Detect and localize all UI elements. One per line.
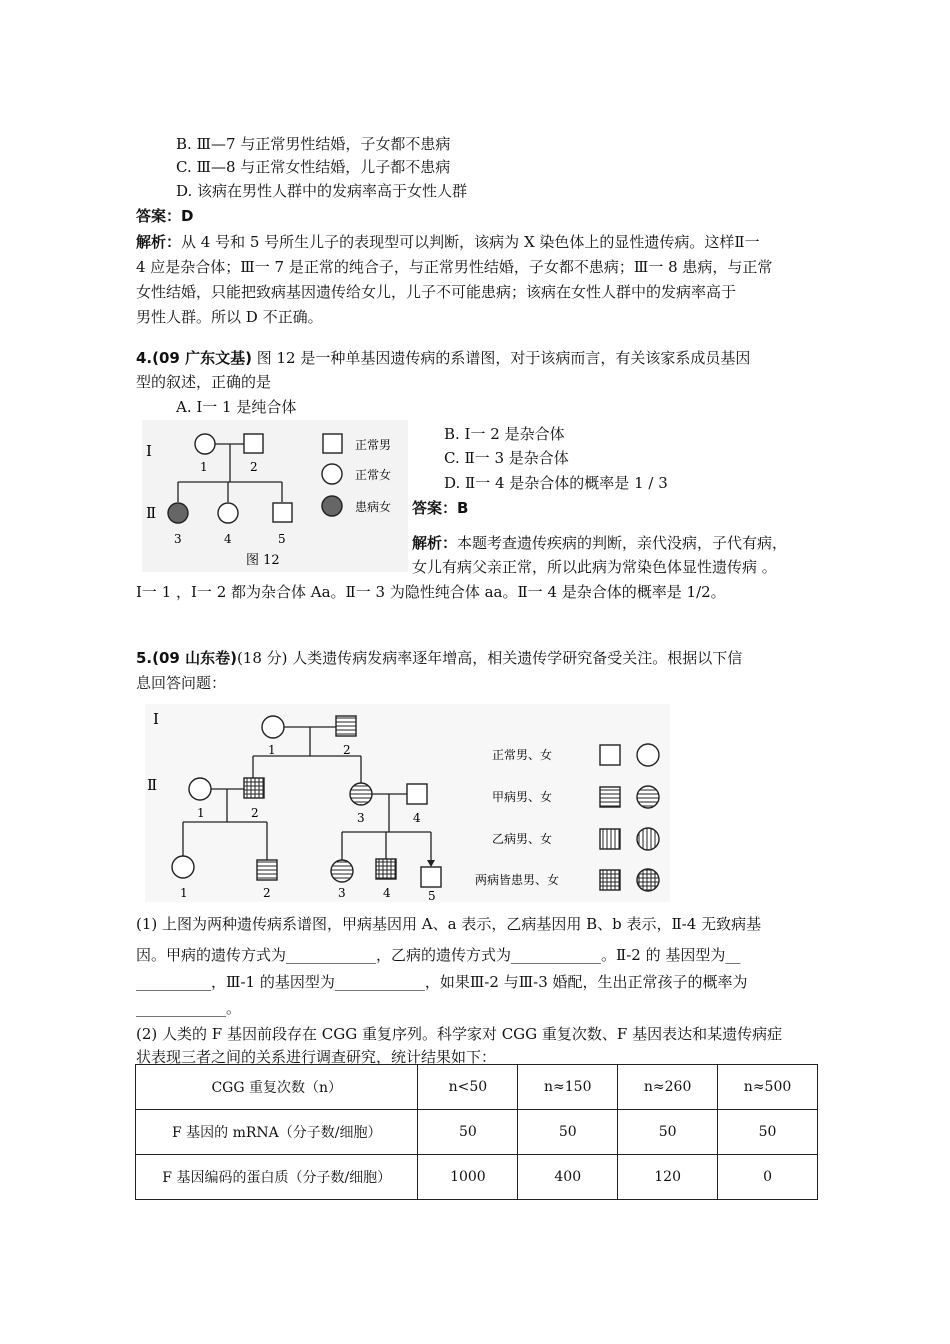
table-header-row: [136, 1065, 818, 1110]
num-III-2: 2: [263, 886, 271, 900]
q3-analysis-line: 男性人群。所以 D 不正确。: [136, 308, 323, 326]
II-4-normal-female: [218, 503, 238, 523]
num-III-4: 4: [383, 886, 391, 900]
table-cell: F 基因的 mRNA（分子数/细胞）: [136, 1110, 418, 1155]
legend-normal-female-icon: [637, 744, 659, 766]
I-2-normal-male: [244, 434, 263, 453]
q5-part1-line: ____________。: [136, 999, 242, 1017]
legend-both: 两病皆患男、女: [475, 873, 560, 887]
table-header-cell: n≈260: [618, 1065, 718, 1110]
legend-both-male-icon: [600, 870, 620, 890]
table-header-cell: n≈150: [518, 1065, 618, 1110]
II-3-affected-female: [168, 503, 188, 523]
II-4-normal-male: [407, 784, 427, 804]
q4-option-d: D. Ⅱ一 4 是杂合体的概率是 1 / 3: [444, 474, 668, 492]
q4-analysis-line: 女儿有病父亲正常，所以此病为常染色体显性遗传病 。: [412, 558, 777, 576]
II-3-disease-a-female: [350, 783, 372, 805]
II-2-both-diseases-male: [244, 778, 264, 798]
legend-normal: 正常男、女: [492, 748, 553, 762]
q4-source: 4.(09 广东文基): [136, 349, 252, 367]
num-II-3: 3: [174, 532, 182, 546]
q5-part2-line: (2) 人类的 F 基因前段存在 CGG 重复序列。科学家对 CGG 重复次数、F 基因表达和某遗传病症: [136, 1025, 783, 1043]
q4-option-a: A. Ⅰ一 1 是纯合体: [176, 398, 297, 416]
table-row: [136, 1155, 818, 1200]
table-cell: 0: [718, 1155, 818, 1200]
num-II-4: 4: [413, 811, 421, 825]
num-I-2: 2: [343, 743, 351, 757]
legend-normal-male-icon: [323, 434, 342, 453]
legend-disease-b: 乙病男、女: [492, 832, 553, 846]
answer-value: B: [457, 499, 469, 517]
num-III-3: 3: [338, 886, 346, 900]
q3-answer: [136, 206, 193, 226]
answer-label: 答案：: [412, 499, 458, 517]
figure-12-pedigree: [142, 420, 408, 572]
q5-pedigree-figure: [145, 704, 670, 902]
legend-both-female-icon: [637, 869, 659, 891]
table-header-cell: CGG 重复次数（n）: [136, 1065, 418, 1110]
q5-part1-line: (1) 上图为两种遗传病系谱图，甲病基因用 A、a 表示，乙病基因用 B、b 表示，Ⅱ-4 无致病基: [136, 915, 762, 933]
table-cell: 50: [718, 1110, 818, 1155]
gen-label-I: Ⅰ: [146, 442, 152, 460]
I-2-disease-a-male: [336, 716, 356, 736]
III-3-disease-a-female: [331, 860, 353, 882]
q4-analysis-line: Ⅰ一 1 ，Ⅰ一 2 都为杂合体 Aa。Ⅱ一 3 为隐性纯合体 aa。Ⅱ一 4 是杂合体的概率是 1/2。: [136, 583, 726, 601]
figure-caption: 图 12: [246, 553, 280, 568]
table-cell: 50: [518, 1110, 618, 1155]
table-cell: 1000: [418, 1155, 518, 1200]
III-4-both-diseases-male: [376, 859, 396, 879]
answer-label: 答案：: [136, 207, 182, 225]
q4-stem: 4.(09 广东文基) 图 12 是一种单基因遗传病的系谱图，对于该病而言，有关该家系成员基因: [136, 349, 751, 367]
q4-option-c: C. Ⅱ一 3 是杂合体: [444, 449, 569, 467]
num-II-5: 5: [278, 532, 286, 546]
num-II-3: 3: [357, 811, 365, 825]
legend-normal-male-icon: [600, 745, 620, 765]
table-header-cell: n≈500: [718, 1065, 818, 1110]
gen-label-II: Ⅱ: [147, 776, 158, 794]
analysis-label: 解析：: [136, 233, 182, 251]
q5-stem-line2: 息回答问题：: [136, 674, 227, 692]
q5-stem: 5.(09 山东卷)(18 分) 人类遗传病发病率逐年增高，相关遗传学研究备受关注。根据以下信: [136, 649, 743, 667]
II-5-normal-male: [273, 503, 292, 522]
legend-disease-a-male-icon: [600, 787, 620, 807]
q4-option-b: B. Ⅰ一 2 是杂合体: [444, 425, 565, 443]
num-III-5: 5: [428, 889, 436, 902]
III-2-disease-a-male: [257, 860, 277, 880]
table-header-cell: n<50: [418, 1065, 518, 1110]
q4-answer: [412, 498, 468, 518]
q4-analysis-line: 解析：本题考查遗传疾病的判断，亲代没病，子代有病，: [412, 534, 788, 552]
II-1-normal-female: [189, 778, 211, 800]
q5-source: 5.(09 山东卷): [136, 649, 237, 667]
table-cell: 120: [618, 1155, 718, 1200]
answer-value: D: [181, 207, 194, 225]
q3-option-d: D. 该病在男性人群中的发病率高于女性人群: [176, 182, 468, 200]
q3-analysis-line: 4 应是杂合体；Ⅲ一 7 是正常的纯合子，与正常男性结婚，子女都不患病；Ⅲ一 8 患病，与正常: [136, 258, 773, 276]
q4-stem-line2: 型的叙述，正确的是: [136, 373, 272, 391]
num-II-2: 2: [251, 806, 259, 820]
num-I-1: 1: [200, 460, 208, 474]
num-II-4: 4: [224, 532, 232, 546]
q3-analysis-line: 解析：从 4 号和 5 号所生儿子的表现型可以判断，该病为 X 染色体上的显性遗传病。这样Ⅱ一: [136, 233, 760, 251]
legend-disease-b-male-icon: [600, 829, 620, 849]
cgg-results-table: [135, 1064, 818, 1200]
table-cell: 400: [518, 1155, 618, 1200]
q3-option-b: B. Ⅲ—7 与正常男性结婚，子女都不患病: [176, 135, 451, 153]
q5-part1-line: 因。甲病的遗传方式为____________，乙病的遗传方式为____________。Ⅱ-2 的 基因型为__: [136, 946, 741, 964]
q5-part2-line: 状表现三者之间的关系进行调查研究，统计结果如下：: [136, 1048, 497, 1066]
legend-disease-a: 甲病男、女: [492, 790, 553, 804]
legend-normal-female: 正常女: [355, 468, 392, 482]
table-cell: 50: [418, 1110, 518, 1155]
analysis-label: 解析：: [412, 534, 458, 552]
legend-affected-female: 患病女: [355, 500, 392, 514]
legend-affected-female-icon: [322, 496, 342, 516]
table-cell: 50: [618, 1110, 718, 1155]
legend-disease-b-female-icon: [637, 828, 659, 850]
gen-label-II: Ⅱ: [146, 504, 157, 522]
legend-normal-male: 正常男: [355, 438, 392, 452]
III-1-normal-female: [172, 856, 194, 878]
I-1-normal-female: [262, 716, 284, 738]
gen-label-I: Ⅰ: [153, 710, 159, 728]
legend-normal-female-icon: [322, 464, 342, 484]
I-1-normal-female: [195, 434, 215, 454]
num-I-2: 2: [250, 460, 258, 474]
num-I-1: 1: [268, 743, 276, 757]
III-5-normal-male: [421, 867, 441, 887]
table-row: [136, 1110, 818, 1155]
q3-analysis-line: 女性结婚，只能把致病基因遗传给女儿，儿子不可能患病；该病在女性人群中的发病率高于: [136, 283, 737, 301]
legend-disease-a-female-icon: [637, 786, 659, 808]
q5-part1-line: __________，Ⅲ-1 的基因型为____________，如果Ⅲ-2 与Ⅲ-3 婚配，生出正常孩子的概率为: [136, 973, 748, 991]
num-III-1: 1: [180, 886, 188, 900]
table-cell: F 基因编码的蛋白质（分子数/细胞）: [136, 1155, 418, 1200]
num-II-1: 1: [197, 806, 205, 820]
q3-option-c: C. Ⅲ—8 与正常女性结婚，儿子都不患病: [176, 158, 451, 176]
